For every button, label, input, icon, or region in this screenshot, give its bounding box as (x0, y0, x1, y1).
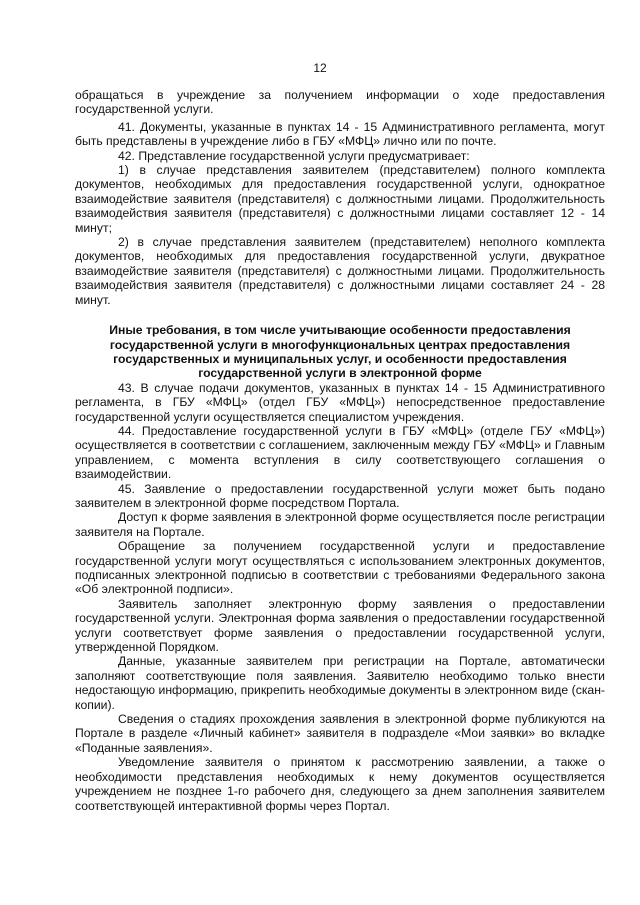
paragraph-42-item-1: 1) в случае представления заявителем (представителем) полного комплекта документов, необходимых для предоставления государственной услуги, однократное взаимодействие заявителя (представителя) с должностными лицами. Продолжительность взаимодействия заявителя (представителя) с должностными лицами составляет 12 - 14 минут; (75, 163, 605, 235)
paragraph-42: 42. Представление государственной услуги предусматривает: (118, 148, 470, 163)
page-number: 12 (313, 61, 327, 75)
paragraph-continuation: обращаться в учреждение за получением информации о ходе предоставления государственной услуги. (75, 88, 605, 117)
paragraph-notification: Уведомление заявителя о принятом к рассмотрению заявлении, а также о необходимости представления необходимых к нему документов осуществляется учреждением не позднее 1-го рабочего дня, следующего за днем заполнения заявителем соответствующей интерактивной формы через Портал. (75, 755, 605, 813)
paragraph-electronic-signature: Обращение за получением государственной услуги и предоставление государственной услуги могут осуществляться с использованием электронных документов, подписанных электронной подписью в соответствии с требованиями Федерального закона «Об электронной подписи». (75, 539, 605, 597)
section-heading-line: государственной услуги в электронной форме (198, 366, 482, 381)
section-heading (75, 323, 605, 381)
paragraph-41: 41. Документы, указанные в пунктах 14 - 15 Административного регламента, могут быть представлены в учреждение либо в ГБУ «МФЦ» лично или по почте. (75, 119, 605, 149)
paragraph-status-tracking: Сведения о стадиях прохождения заявления в электронной форме публикуются на Портале в разделе «Личный кабинет» заявителя в подразделе «Мои заявки» во вкладке «Поданные заявления». (75, 712, 605, 755)
paragraph-45: 45. Заявление о предоставлении государственной услуги может быть подано заявителем в электронной форме посредством Портала. (75, 481, 605, 510)
document-body (75, 88, 605, 813)
section-heading-line: Иные требования, в том числе учитывающие особенности предоставления (109, 323, 571, 338)
paragraph-43: 43. В случае подачи документов, указанных в пунктах 14 - 15 Административного регламента, в ГБУ «МФЦ» (отдел ГБУ «МФЦ») непосредственное предоставление государственной услуги осуществляется специалистом учреждения. (75, 380, 605, 424)
paragraph-electronic-form: Заявитель заполняет электронную форму заявления о предоставлении государственной услуги. Электронная форма заявления о предоставлении государственной услуги соответствует форме заявления о предоставлении государственной услуги, утвержденной Порядком. (75, 596, 605, 655)
section-heading-line: государственных и муниципальных услуг, и особенности предоставления (113, 351, 567, 366)
paragraph-autofill: Данные, указанные заявителем при регистрации на Портале, автоматически заполняют соответствующие поля заявления. Заявителю необходимо только внести недостающую информацию, прикрепить необходимые документы в электронном виде (скан-копии). (75, 654, 605, 712)
section-heading-line: государственной услуги в многофункциональных центрах предоставления (109, 337, 571, 352)
paragraph-44: 44. Предоставление государственной услуги в ГБУ «МФЦ» (отделе ГБУ «МФЦ») осуществляется в соответствии с соглашением, заключенным между ГБУ «МФЦ» и Главным управлением, с момента вступления в силу соответствующего соглашения о взаимодействии. (75, 423, 605, 482)
paragraph-42-item-2: 2) в случае представления заявителем (представителем) неполного комплекта документов, необходимых для предоставления государственной услуги, двукратное взаимодействие заявителя (представителя) с должностными лицами. Продолжительность взаимодействия заявителя (представителя) с должностными лицами составляет 24 - 28 минут. (75, 235, 605, 307)
paragraph-portal-access: Доступ к форме заявления в электронной форме осуществляется после регистрации заявителя на Портале. (75, 510, 605, 539)
